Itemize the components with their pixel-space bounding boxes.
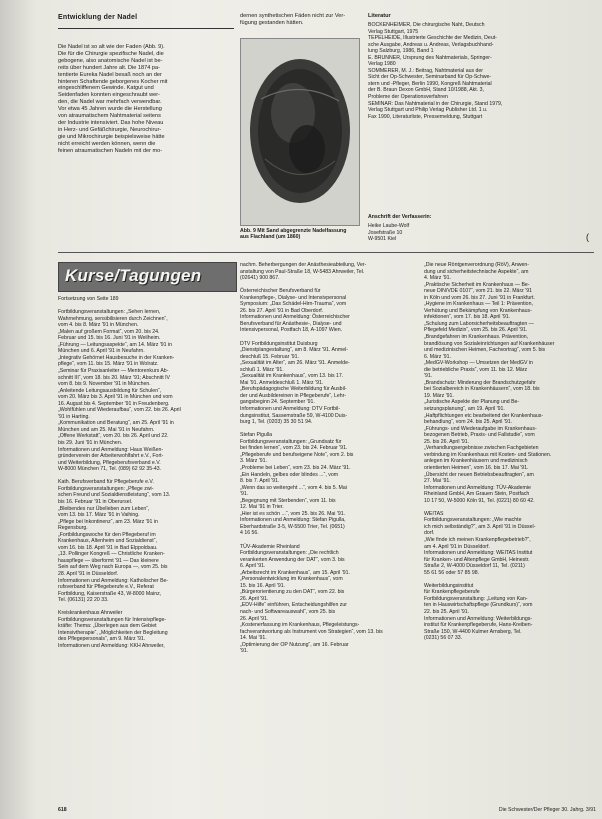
author-address: Heike Laube-Wolf Josefstraße 10 W-9501 Kiel (368, 223, 410, 243)
journal-footer: Die Schwester/Der Pfleger 30. Jahrg. 3/91 (498, 807, 596, 813)
page-number: 618 (58, 807, 67, 813)
events-column-2: nachm. Beherbergungen der Anästhesieabteilung, Ver- anstaltung von Paul-Straße 18, W-5483 Ahrweiler, Tel. (02641) 900 867. Österreichischer Berufsverband für Krankenpflege-, Dialyse- und Intensivpersonal Symposium: „Das Schädel-Hirn-Trauma“, vom 26. bis 27. April '91 in Bad Oberdorf. Informationen und Anmeldung: Österreichischer Berufsverband für Anästhesie-, Dialyse- und Intensivpersonal, Postfach 18, A-1097 Wien. DTV Fortbildungsinstitut Duisburg „Dienstplangestaltung“, am 8. März '91. Anmel- deschluß 15. Februar '91. „Sexualität im Alter“, am 26. März '91. Anmelde- schluß 1. März '91. „Sexualität im Krankenhaus“, vom 13. bis 17. Mai '91. Anmeldeschluß 1. März '91. „Berufspädagogische Weiterbildung für Ausbil- der und Ausbildereinen in Pflegeberufe“, Lehr- gangsbeginn 24. September '91. Informationen und Anmeldung: DTV Fortbil- dungsinstitut, Sassemstraße 59, W-4100 Duis- burg 1, Tel. (0203) 35 30 51 94. Stefan Pigulla Fortbildungsveranstaltungen: „Grundsatz für bei finden lernen“, vom 23. bis 24. Februar '91. „Pflegeberufe und berufseigene Note“, vom 2. bis 3. März '91. „Probleme bei Leben“, vom 23. bis 24. März '91. „Ein Handeln, gelbes oder blindes ...“, vom 8. bis 7. April '91. „Wenn das so weitergeht ...“, vom 4. bis 5. Mai '91. „Begegnung mit Sterbenden“, vom 11. bis 12. Mai '91 in Trier. „Hier ist es schön ...“, vom 25. bis 26. Mai '91. Informationen und Anmeldung: Stefan Pigulla, Eberhardstraße 3-5, W-5500 Trier, Tel. (0651) 4 16 56. TÜV-Akademie Rheinland Fortbildungsveranstaltungen: „Die rechtlich verankerten Anwendung der DAT“, vom 3. bis 6. April '91. „Arbeitsrecht im Krankenhaus“, am 15. April '91. „Personalentwicklung im Krankenhaus“, vom 15. bis 16. April '91. „Bürgerorientierung zu den DAT“, vom 22. bis 26. April '91. „EDV-Hilfe“ einführen, Entscheidungshilfen zur nach- und Softwareauswahl“, vom 25. bis 26. April '91. „Kostenerfassung im Krankenhaus, Pflegeleistungs- fachverantwortung als Instrument von Strategien“, vom 13. bis 14. Mai '91. „Optimierung der OP Nutzung“, am 16. Februar '91. (240, 262, 383, 655)
address-heading: Anschrift der Verfasserin: (368, 214, 432, 220)
historical-needles-photo (240, 38, 360, 226)
article-body: Die Nadel ist so alt wie der Faden (Abb. 9). Die für die Chirurgie spezifische Nadel, die gebogene, also anatomische Nadel ist be- reits über hundert Jahre alt. Die 1874 pa- tentierte Eureka Nadel besaß noch an der hinteren Schaftende geborgenes Kocher mit eingeschliffenem Gewinde. Katgut und Seidenfaden konnten eingeschraubt wer- den, die Nadel war mehrfach verwendbar. Vor etwa 45 Jahren wurde die Herstellung von atraumatischem Nahtmaterial seitens der Industrie intensiviert. Das hohe Niveau in Herz- und Gefäßchirurgie, Neurochirur- gie und Mikrochirurgie beispielsweise hätte nicht erreicht werden können, wenn die feinen atraumatischen Nadeln mit der mo- (58, 44, 168, 154)
literature-list: BOCKENHEIMER, Die chirurgische Naht, Deutsch Verlag Stuttgart, 1975 TEPELHEIDE, Illustrierte Geschichte der Medizin, Deut- sche Ausgabe, Andreas u. Andreas, Verlagsbuchhand- lung Salzburg, 1986, Band 1 E. BRUNNER, Ursprung des Nahtmaterials, Springer- Verlag 1980 SOMMERER, M. J.: Beitrag, Nahtmaterial aus der Sicht der Op-Schwester, Seminarband für Op-Schwe- stern und -Pfleger, Berlin 1990, Kongreß Nahtmaterial der B. Braun Dexon GmbH, Stand 10/1988, Akt. 3, Probleme der Operationsverfahren SEMINAR: Das Nahtmaterial in der Chirurgie, Stand 1979, Verlag Stuttgart und Philip Verlag Publisher Ltd. 1 u. Fax 1990, Literaturliste, Pressemeldung, Stuttgart (368, 22, 503, 120)
article-heading: Entwicklung der Nadel (58, 14, 138, 21)
section-divider (58, 252, 594, 253)
article-body-continued: dernen synthetischen Fäden nicht zur Ver- fügung gestanden hätten. (240, 13, 346, 26)
page-gutter-shadow (0, 0, 36, 819)
heading-rule (58, 28, 234, 29)
margin-bracket: ( (586, 232, 589, 242)
events-column-1: Fortsetzung von Seite 189 Fortbildungsveranstaltungen: „Sehen lernen, Wahrnehmung, sensibilisieren durch Zeichnen“, vom 4. bis 8. März '91 in München. „Malen auf großem Format“, vom 20. bis 24. Februar und 15. bis 16. Juni '91 in Weilheim. „Führung — Leitungsaspekte“, am 14. März '91 in München und 6. April '91 in Neufahrn. „Integrativ Gehörnet Hausbesuche in der Kranken- pflege“, vom 11. bis 15. März '91 in Wolratz. „Seminar für Praxisanleiter — Mentorenkurs Ab- schnitt III“, vom 18. bis 20. März '91; Abschnitt IV vom 8. bis 9. November '91 in München. „Anleitende Leitungsausbildung für Schulen“, vom 20. März bis 3. April '91 in München und vom 16. August bis 4. September '91 in Freudenberg. „Wohlfühlen und Wiederaufbau“, vom 22. bis 26. April '91 in Harting. „Kommunikation und Beratung“, am 25. April '91 in München und am 25. Mai '91 in Neufahrn. „Offene Werkstatt“, vom 20. bis 26. April und 22. bis 29. Juni '91 in München. Informationen und Anmeldung: Haus Weißen- gründerverein der Arbeiterwohlfahrt e.V., Fort- und Weiterbildung, Pflegeberufsverband e.V. W-8000 München 71, Tel. (089) 62 92 35-43. Kath. Berufsverband für Pflegeberufe e.V. Fortbildungsveranstaltungen: „Pflege zwi- schen Freund und Sozialdienstleistung“, vom 13. bis 16. Februar '91 in Oberursel. „Bleibendes nur Übelleben zum Leben“, vom 13. bis 17. März '91 in Vaihing. „Pflege bei Inkontinenz“, am 23. März '91 in Regensburg. „Fortbildungswoche für den Pflegeberuf im Krankenhaus, Altenheim und Sozialdienst“, vom 16. bis 18. April '91 in Bad Elppoldsau. „13. Pollinger Kongreß — Christliche Kranken- hauspflege — überformt '91 — Das kleinere Sein auf dem Weg nach Europa —, vom 25. bis 28. April '91 in Düsseldorf. Informationen und Anmeldung: Katholischer Be- rufsverband für Pflegeberufe e.V., Referat Fortbildung, Kaiserstraße 43, W-8000 Mainz, Tel. (06131) 22 20 33. Kreiskrankenhaus Ahrweiler Fortbildungsveranstaltungen für Intensivpflege- kräfte: Thema: „Überlegen aus dem Gebiet Intensivtherapie“, „Möglichkeiten der Begleitung des Pflegepersonals“, am 9. März '91. Informationen und Anmeldung: KKH Ahrweiler, (58, 296, 181, 649)
kurse-tagungen-banner (58, 262, 237, 292)
literature-heading: Literatur (368, 13, 391, 19)
photo-caption: Abb. 9 Mit Sand abgegrenzte Nadelfassung aus Flachland (um 1860) (240, 228, 347, 241)
banner-title: Kurse/Tagungen (65, 266, 202, 285)
events-column-3: „Die neue Röntgenverordnung (RöV), Anwen- dung und sicherheitstechnische Aspekte“, am 4. März '91. „Praktische Sicherheit im Krankenhaus — Be- neue DIN/VDE 0107“, vom 21. bis 22. März '91 in Köln und vom 26. bis 27. Juni '91 in Frankfurt. „Hygiene im Krankenhaus — Teil 1: Prävention, Verhütung und Bekämpfung von Krankenhaus- infektionen“, vom 17. bis 18. April '91. „Schulung zum Laborsicherheitsbeauftragten — Pflegefeld Medizin“, vom 25. bis 26. April '91. „Brandgefahren im Krankenhaus. Prävention, brandlösung von Sozialeinrichtungen auf Krankenhäuser und medizinischen Heimen, Fachvortrag“, vom 5. bis 6. März '91. „MedGV-Workshop — Umsetzen der MedGV in die betriebliche Praxis“, vom 11. bis 12. März '91. „Brandschutz: Minderung der Brandschutzgefahr bei Sozialbereich in Krankenhäusern“, vom 18. bis 19. März '91. „Juristische Aspekte der Planung und Be- setzungsplanung“, am 19. April '91. „Haftpflichtungen etc bearbeitend der Krankenhaus- behandlung“, vom 24. bis 25. April '91. „Führungs- und Wiederaufgabe im Krankenhaus- bezogenen Betrieb, Praxis- und Fallstudie“, vom 25. bis 26. April '91. „Verhandlungsergebnisse zwischen Fachgebieten verbindung im Krankenhaus mit Kosten- und Stationen. anlegen im Krankenhäusern und medizinisch orientierten Heimen“, vom 16. bis 17. Mai '91. „Übersicht der neuen Betriebsbeauftragten“, am 27. Mai '91. Informationen und Anmeldung: TÜV-Akademie Rheinland GmbH, Am Grauen Stein, Postfach 10 17 50, W-5000 Köln 91, Tel. (0221) 80 60 42. WEITAS Fortbildungsveranstaltungen: „Wie machte ich mich selbständig?“, am 3. April '91 in Düssel- dorf. „Wie finde ich meinen Krankenpflegebetrieb?“, am 4. April '91 in Düsseldorf. Informationen und Anmeldung: WEITAS Institut für Kranken- und Altenpflege GmbH, Heinestr. Straße 2, W-4000 Düsseldorf 11, Tel. (0211) 55 61 56 oder 57 85 98. Weiterbildungsinstitut für Krankenpflegeberufe Fortbildungsveranstaltung: „Leitung von Kan- ten in Hauswirtschaftspflege (Grundkurs)“, vom 22. bis 25. April '91. Informationen und Anmeldung: Weiterbildungs- institut für Krankenpflegeberufe, Hans-Kreiben- Straße 150, W-4400 Kulmer Arnsberg, Tel. (0231) 56 07 33. (424, 262, 555, 642)
